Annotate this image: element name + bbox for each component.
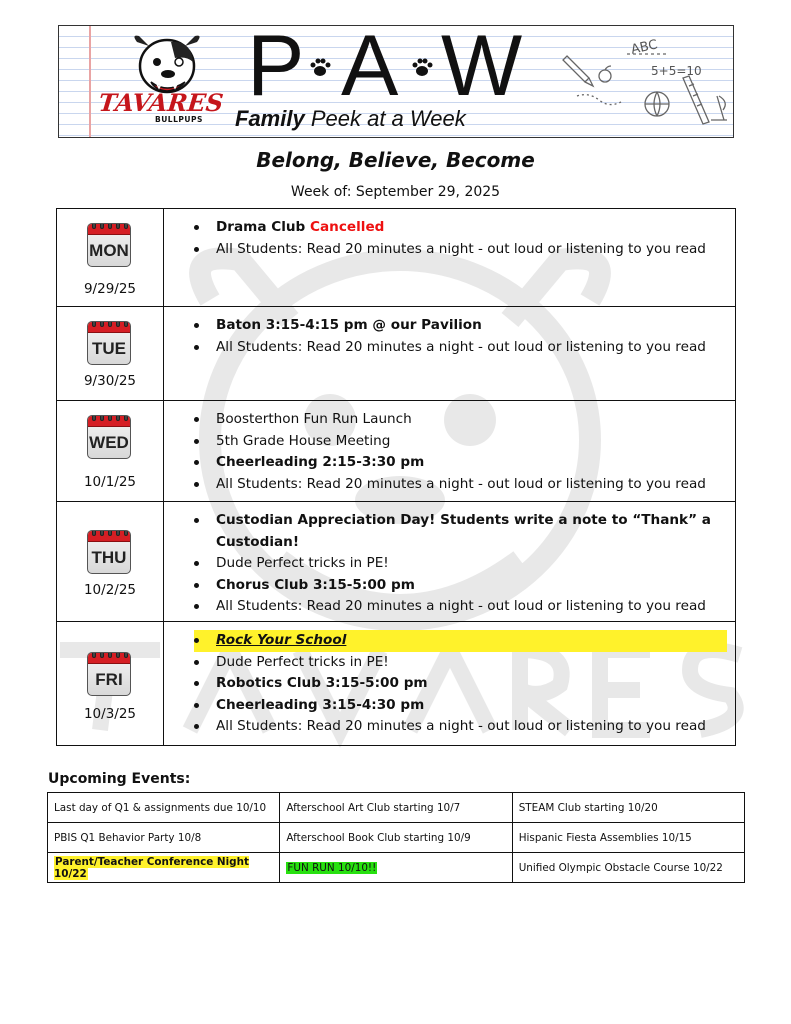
calendar-icon (87, 530, 131, 574)
day-abbr: THU (91, 548, 127, 567)
table-row (48, 793, 745, 823)
day-date: 9/29/25 (83, 281, 137, 297)
day-row-thursday (57, 501, 735, 621)
paw-letter-a: A (341, 25, 399, 114)
day-cell (57, 307, 164, 400)
list-item: Cheerleading 2:15-3:30 pm (194, 452, 727, 474)
day-row-friday (57, 621, 735, 745)
day-items (164, 622, 735, 745)
list-item: All Students: Read 20 minutes a night - out loud or listening to you read (194, 239, 727, 261)
list-item: Dude Perfect tricks in PE! (194, 553, 727, 575)
table-row (48, 853, 745, 883)
weekly-schedule-table (56, 208, 736, 746)
table-cell: Afterschool Book Club starting 10/9 (280, 823, 512, 853)
paw-print-icon (309, 57, 331, 77)
table-cell: Unified Olympic Obstacle Course 10/22 (512, 853, 744, 883)
list-item: Baton 3:15-4:15 pm @ our Pavilion (194, 315, 727, 337)
item-text: Rock Your School (216, 632, 347, 648)
table-cell (48, 853, 280, 883)
day-cell (57, 401, 164, 501)
day-abbr: WED (89, 433, 129, 452)
calendar-icon (87, 321, 131, 365)
calendar-icon (87, 415, 131, 459)
table-row (48, 823, 745, 853)
list-item: All Students: Read 20 minutes a night - out loud or listening to you read (194, 716, 727, 738)
day-abbr: FRI (95, 670, 123, 689)
calendar-icon (87, 652, 131, 696)
list-item: Chorus Club 3:15-5:00 pm (194, 575, 727, 597)
highlighted-event: Parent/Teacher Conference Night 10/22 (54, 855, 249, 880)
cancelled-label: Cancelled (310, 219, 385, 235)
day-cell (57, 622, 164, 745)
day-date: 10/3/25 (83, 706, 137, 722)
list-item: All Students: Read 20 minutes a night - out loud or listening to you read (194, 596, 727, 618)
table-cell: Afterschool Art Club starting 10/7 (280, 793, 512, 823)
calendar-icon (87, 223, 131, 267)
banner-subtitle (235, 106, 466, 132)
day-items (164, 401, 735, 501)
day-cell (57, 502, 164, 621)
subtitle-peek: Peek at a Week (310, 106, 466, 131)
day-abbr: TUE (92, 339, 126, 358)
list-item: Boosterthon Fun Run Launch (194, 409, 727, 431)
day-cell (57, 209, 164, 306)
header-banner (58, 25, 734, 138)
day-date: 10/1/25 (83, 474, 137, 490)
list-item: Custodian Appreciation Day! Students write a note to “Thank” a Custodian! (194, 510, 727, 553)
paw-letter-p: P (247, 25, 305, 114)
table-cell: Hispanic Fiesta Assemblies 10/15 (512, 823, 744, 853)
table-cell: PBIS Q1 Behavior Party 10/8 (48, 823, 280, 853)
paw-title (247, 25, 547, 114)
notebook-margin-line (89, 26, 91, 137)
table-cell (280, 853, 512, 883)
rock-your-school-item (194, 630, 727, 652)
day-row-tuesday (57, 306, 735, 400)
day-abbr: MON (89, 241, 129, 260)
table-cell: Last day of Q1 & assignments due 10/10 (48, 793, 280, 823)
list-item: Robotics Club 3:15-5:00 pm (194, 673, 727, 695)
list-item: Dude Perfect tricks in PE! (194, 652, 727, 674)
mascot-name: BULLPUPS (155, 115, 203, 124)
upcoming-events-title: Upcoming Events: (48, 771, 191, 787)
list-item: All Students: Read 20 minutes a night - out loud or listening to you read (194, 474, 727, 496)
day-items (164, 502, 735, 621)
subtitle-family: Family (235, 106, 305, 131)
week-of-date: Week of: September 29, 2025 (290, 184, 501, 200)
paw-letter-w: W (441, 25, 523, 114)
day-date: 10/2/25 (83, 582, 137, 598)
table-cell: STEAM Club starting 10/20 (512, 793, 744, 823)
upcoming-events-table (47, 792, 745, 883)
list-item (194, 217, 727, 239)
day-items (164, 209, 735, 306)
day-row-wednesday (57, 400, 735, 501)
list-item: Cheerleading 3:15-4:30 pm (194, 695, 727, 717)
doodle-equation-text: 5+5=10 (651, 64, 702, 78)
day-row-monday (57, 209, 735, 306)
list-item: 5th Grade House Meeting (194, 431, 727, 453)
doodle-abc-text: ABC (629, 37, 659, 58)
highlighted-event: FUN RUN 10/10!! (287, 861, 377, 874)
list-item: All Students: Read 20 minutes a night - out loud or listening to you read (194, 337, 727, 359)
school-name-logo: TAVARES (97, 88, 225, 117)
day-date: 9/30/25 (83, 373, 137, 389)
item-text: Drama Club (216, 219, 306, 235)
day-items (164, 307, 735, 400)
paw-print-icon (411, 57, 433, 77)
school-motto: Belong, Believe, Become (256, 148, 535, 172)
